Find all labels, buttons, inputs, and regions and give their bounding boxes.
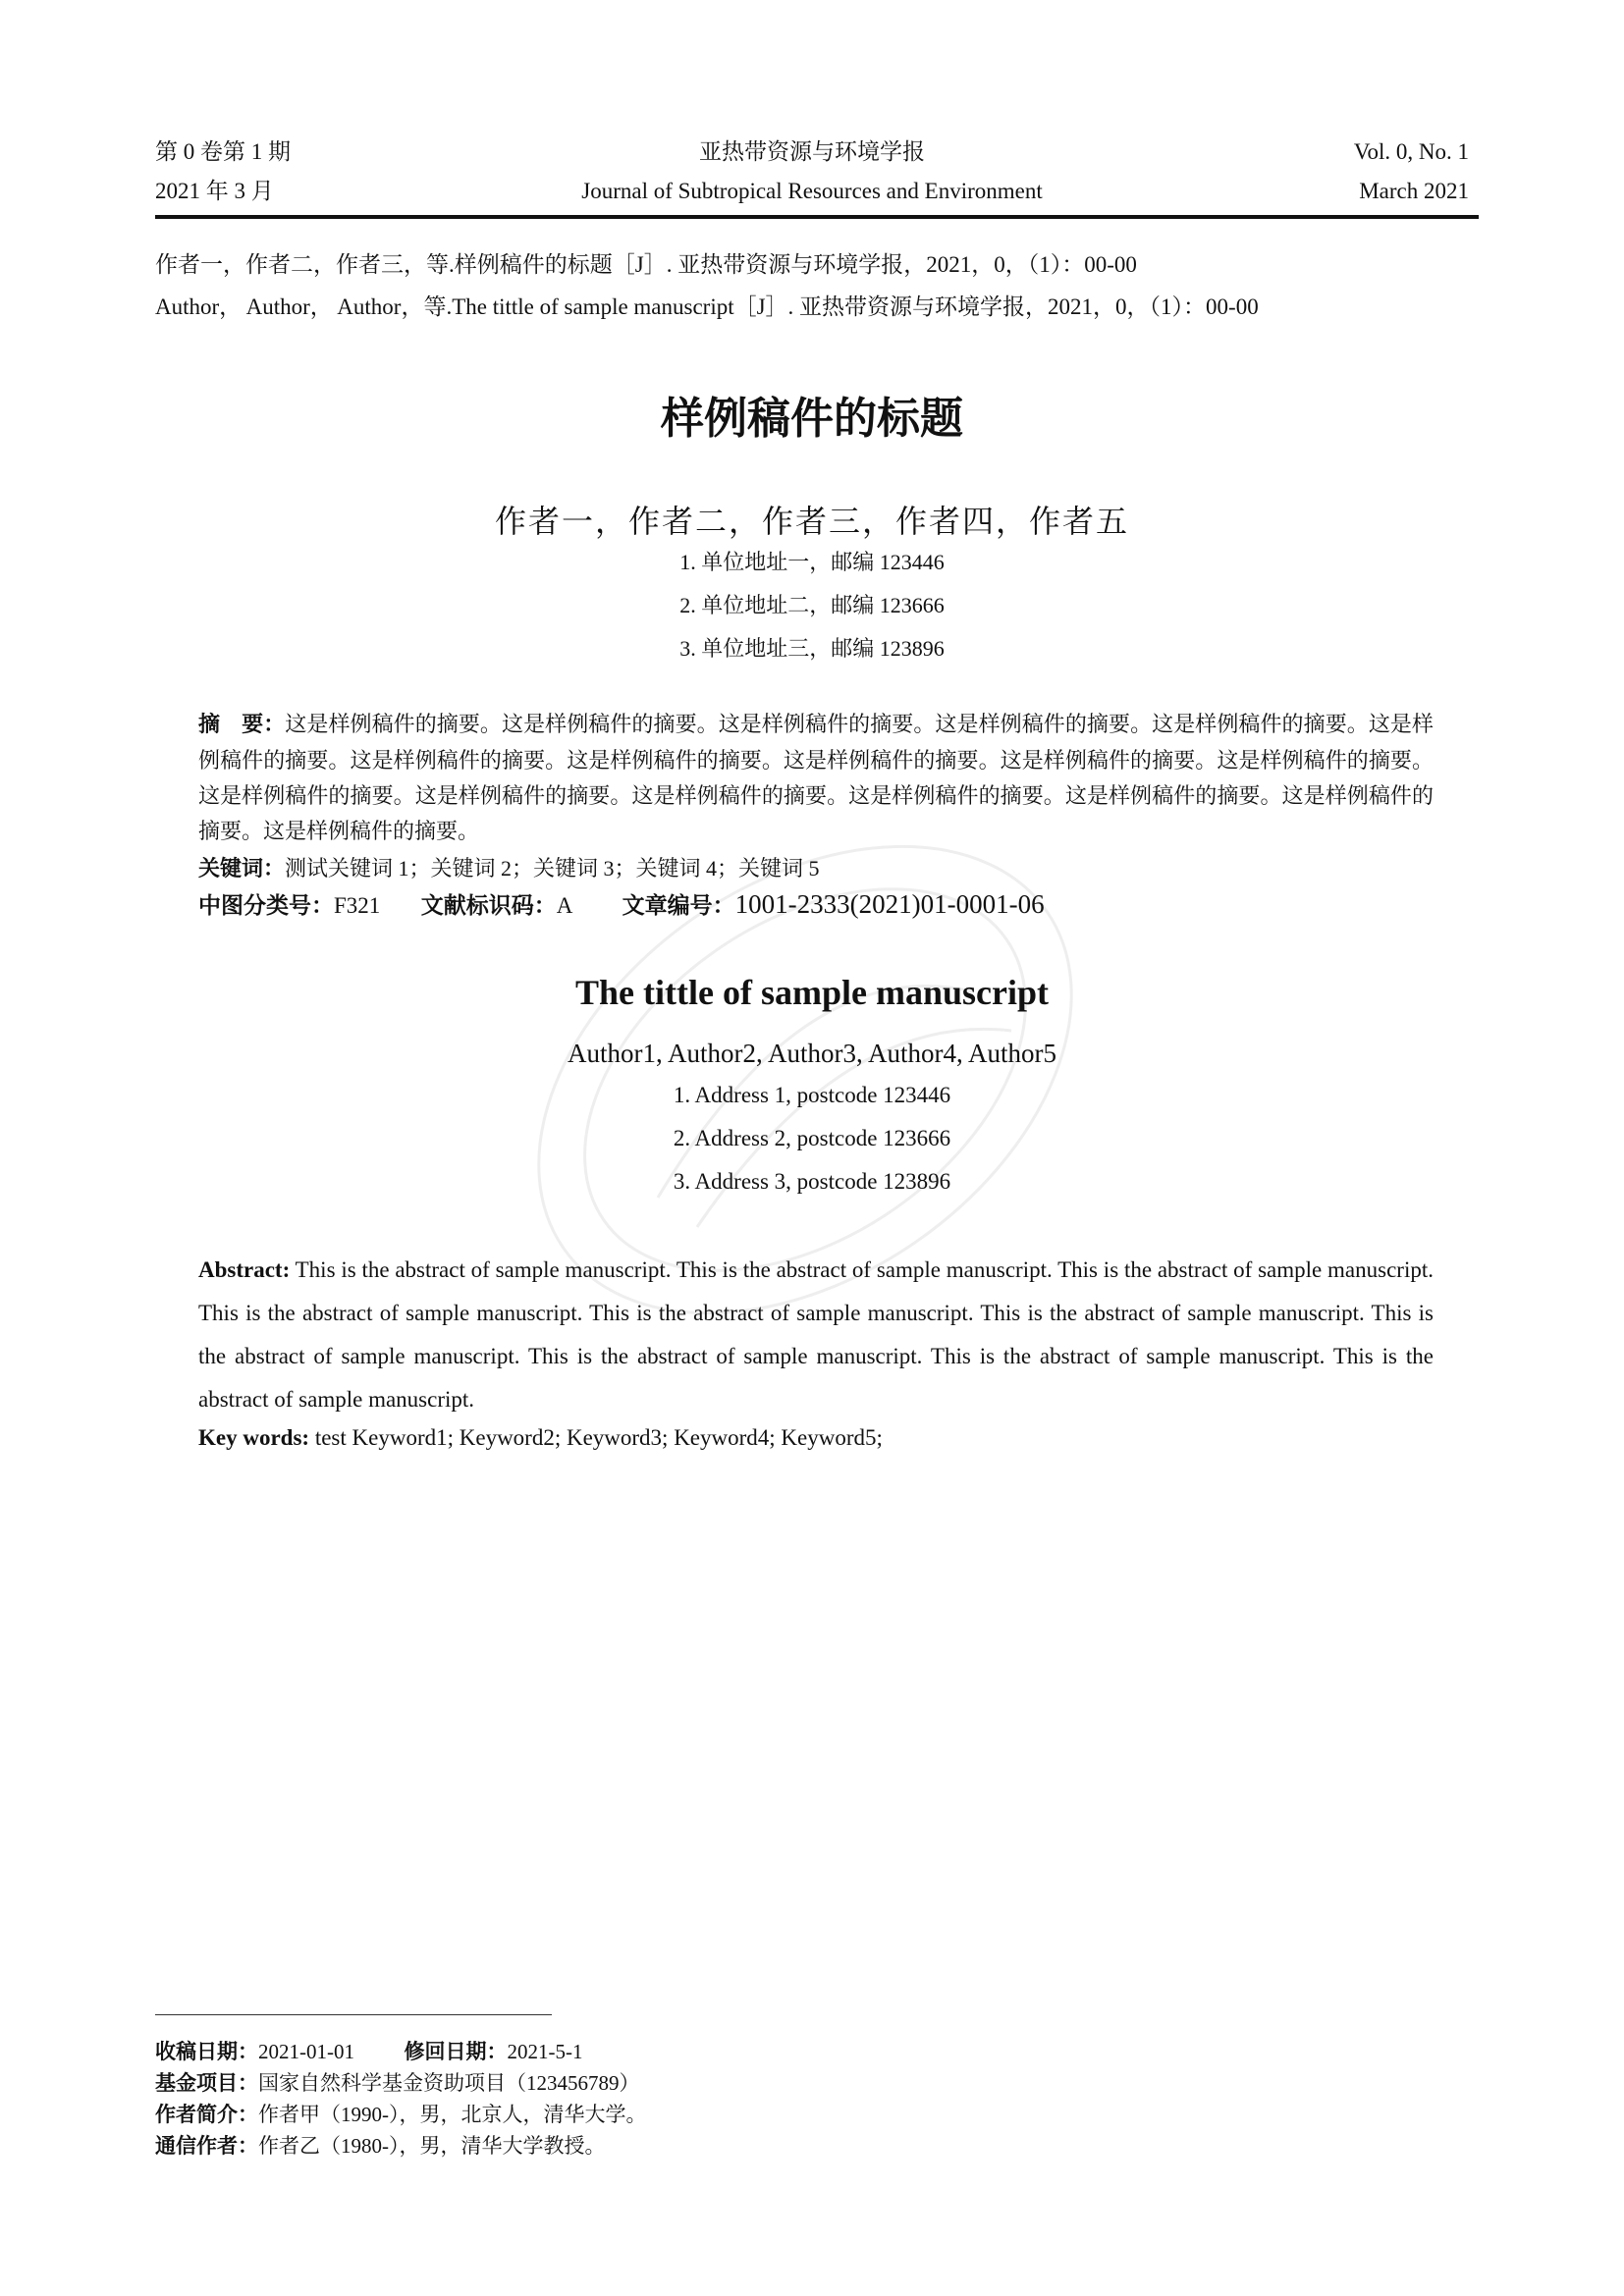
doc-code-label: 文献标识码： xyxy=(420,893,557,919)
journal-title-cn: 亚热带资源与环境学报 xyxy=(699,139,925,164)
abstract-cn xyxy=(198,707,1434,849)
received-label: 收稿日期： xyxy=(155,2040,258,2063)
affiliation-cn-1: 1. 单位地址一，邮编 123446 xyxy=(679,550,945,574)
footnote-corresponding xyxy=(155,2130,606,2160)
abstract-cn-label: 摘 要： xyxy=(198,713,286,737)
clc-label: 中图分类号： xyxy=(198,893,334,919)
affiliation-en-3: 3. Address 3, postcode 123896 xyxy=(673,1169,951,1194)
citation-en: Author， Author， Author，等.The tittle of sample manuscript［J］. 亚热带资源与环境学报，2021，0，（1）：00-00 xyxy=(155,294,1259,319)
header-rule xyxy=(155,215,1479,219)
date-cn: 2021 年 3 月 xyxy=(155,179,274,203)
article-no-value: 1001-2333(2021)01-0001-06 xyxy=(734,889,1045,919)
issue-en: Vol. 0, No. 1 xyxy=(1353,139,1469,164)
keywords-en-text: test Keyword1; Keyword2; Keyword3; Keyword4; Keyword5; xyxy=(309,1425,883,1450)
affiliation-en-2: 2. Address 2, postcode 123666 xyxy=(673,1126,951,1150)
affiliation-cn-3: 3. 单位地址三，邮编 123896 xyxy=(679,636,945,661)
footnote-bio xyxy=(155,2099,647,2128)
clc-value: F321 xyxy=(334,893,381,918)
abstract-en-label: Abstract: xyxy=(198,1257,291,1282)
authors-en: Author1, Author2, Author3, Author4, Author5 xyxy=(568,1039,1056,1068)
issue-cn: 第 0 卷第 1 期 xyxy=(155,139,291,164)
keywords-cn-text: 测试关键词 1；关键词 2；关键词 3；关键词 4；关键词 5 xyxy=(285,856,820,881)
doc-code-value: A xyxy=(556,893,572,918)
keywords-cn-label: 关键词： xyxy=(198,857,286,881)
affiliation-cn-2: 2. 单位地址二，邮编 123666 xyxy=(679,593,945,617)
fund-label: 基金项目： xyxy=(155,2071,258,2095)
article-no-label: 文章编号： xyxy=(622,893,735,919)
date-en: March 2021 xyxy=(1359,179,1469,203)
affiliation-en-1: 1. Address 1, postcode 123446 xyxy=(673,1083,951,1107)
keywords-cn xyxy=(198,852,820,882)
fund-value: 国家自然科学基金资助项目（123456789） xyxy=(258,2071,640,2095)
bio-label: 作者简介： xyxy=(155,2103,258,2126)
keywords-en xyxy=(198,1425,883,1451)
footnote-dates xyxy=(155,2036,583,2065)
citation-cn: 作者一，作者二，作者三，等.样例稿件的标题［J］. 亚热带资源与环境学报，2021，0，（1）：00-00 xyxy=(155,252,1137,277)
keywords-en-label: Key words: xyxy=(198,1425,310,1450)
bio-value: 作者甲（1990-），男，北京人，清华大学。 xyxy=(258,2103,647,2126)
footnote-rule xyxy=(155,2014,552,2015)
abstract-en xyxy=(198,1249,1434,1421)
paper-title-en: The tittle of sample manuscript xyxy=(575,973,1049,1012)
corr-value: 作者乙（1980-），男，清华大学教授。 xyxy=(258,2134,606,2158)
paper-title-cn: 样例稿件的标题 xyxy=(661,394,963,444)
authors-cn: 作者一，作者二，作者三，作者四，作者五 xyxy=(494,504,1129,539)
footnote-fund xyxy=(155,2067,640,2097)
abstract-cn-text: 这是样例稿件的摘要。这是样例稿件的摘要。这是样例稿件的摘要。这是样例稿件的摘要。这是样例稿件的摘要。这是样例稿件的摘要。这是样例稿件的摘要。这是样例稿件的摘要。这是样例稿件的摘要。这是样例稿件的摘要。这是样例稿件的摘要。这是样例稿件的摘要。这是样例稿件的摘要。这是样例稿件的摘要。这是样例稿件的摘要。这是样例稿件的摘要。这是样例稿件的摘要。这是样例稿件的摘要。 xyxy=(198,712,1434,843)
classification-row xyxy=(198,887,1045,920)
abstract-en-text: This is the abstract of sample manuscript. This is the abstract of sample manuscript. This is the abstract of sample manuscript. This is the abstract of sample manuscript. This is the abstract of sample manuscript. This is the abstract of sample manuscript. This is the abstract of sample manuscript. This is the abstract of sample manuscript. This is the abstract of sample manuscript. This is the abstract of sample manuscript. xyxy=(198,1257,1434,1412)
revised-value: 2021-5-1 xyxy=(507,2040,583,2063)
corr-label: 通信作者： xyxy=(155,2134,258,2158)
journal-title-en: Journal of Subtropical Resources and Environment xyxy=(581,179,1043,203)
received-value: 2021-01-01 xyxy=(258,2040,354,2063)
revised-label: 修回日期： xyxy=(404,2040,508,2063)
